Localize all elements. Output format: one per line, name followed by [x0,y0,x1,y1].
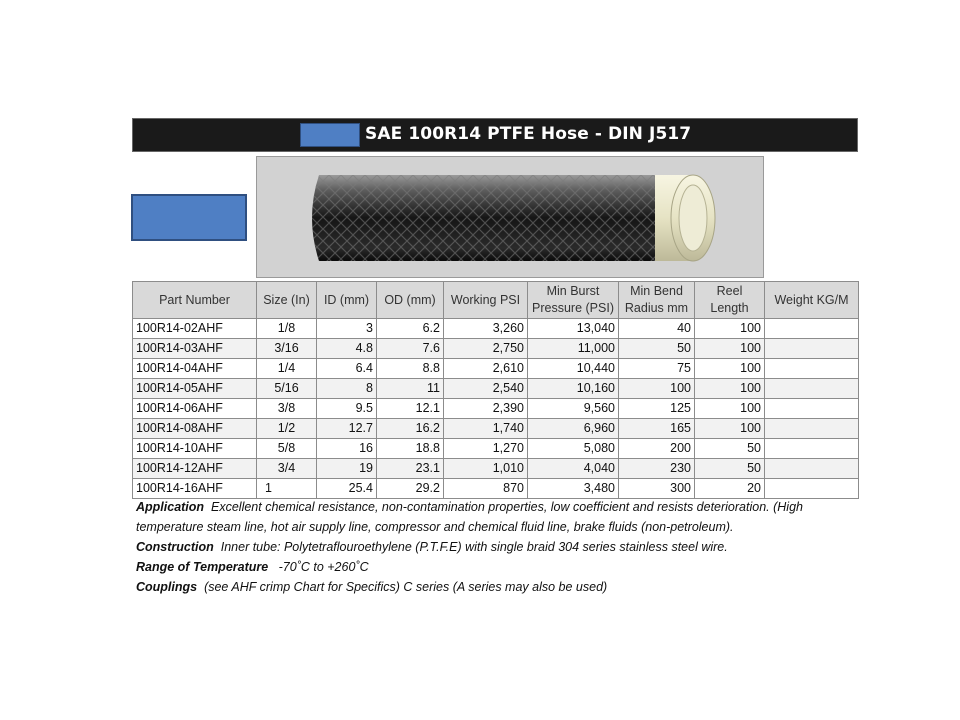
cell-working-psi: 2,540 [444,379,528,399]
cell-weight [765,399,859,419]
application-text: Excellent chemical resistance, non-contamination properties, low coefficient and resists deterioration. (High temperature steam line, hot air supply line, compressor and chemical fluid line, brake fluids (non-petroleum). [136,500,803,534]
temperature-label: Range of Temperature [136,560,269,574]
cell-min-burst: 6,960 [528,419,619,439]
cell-working-psi: 3,260 [444,319,528,339]
cell-id: 8 [317,379,377,399]
application-label: Application [136,500,205,514]
cell-weight [765,419,859,439]
table-row [133,359,859,379]
cell-od: 7.6 [377,339,444,359]
cell-min-bend: 40 [619,319,695,339]
cell-part-number: 100R14-12AHF [133,459,257,479]
cell-id: 4.8 [317,339,377,359]
cell-working-psi: 2,610 [444,359,528,379]
couplings-note [136,577,836,597]
cell-reel-length: 100 [695,339,765,359]
spec-table [132,281,859,499]
hose-image [257,157,763,277]
cell-min-bend: 125 [619,399,695,419]
cell-working-psi: 870 [444,479,528,499]
cell-size: 3/8 [257,399,317,419]
cell-id: 12.7 [317,419,377,439]
cell-part-number: 100R14-10AHF [133,439,257,459]
temperature-note [136,557,836,577]
cell-reel-length: 20 [695,479,765,499]
col-header-od: OD (mm) [377,282,444,319]
cell-min-burst: 3,480 [528,479,619,499]
cell-reel-length: 100 [695,359,765,379]
cell-od: 29.2 [377,479,444,499]
min-burst-line1: Min Burst [546,284,600,298]
cell-od: 18.8 [377,439,444,459]
cell-od: 12.1 [377,399,444,419]
cell-reel-length: 50 [695,439,765,459]
col-header-id: ID (mm) [317,282,377,319]
table-row [133,379,859,399]
cell-od: 11 [377,379,444,399]
cell-size: 5/8 [257,439,317,459]
cell-min-burst: 13,040 [528,319,619,339]
cell-id: 3 [317,319,377,339]
cell-weight [765,479,859,499]
construction-text: Inner tube: Polytetraflouroethylene (P.T.F.E) with single braid 304 series stainless steel wire. [220,540,728,554]
col-header-size: Size (In) [257,282,317,319]
cell-weight [765,359,859,379]
cell-part-number: 100R14-03AHF [133,339,257,359]
cell-min-burst: 5,080 [528,439,619,459]
cell-od: 16.2 [377,419,444,439]
reel-line1: Reel [716,284,743,298]
col-header-min-burst [528,282,619,319]
table-row [133,439,859,459]
reel-line2: Length [710,301,749,315]
cell-min-burst: 9,560 [528,399,619,419]
cell-min-bend: 75 [619,359,695,379]
cell-size: 1/4 [257,359,317,379]
page-title: SAE 100R14 PTFE Hose - DIN J517 [365,124,692,144]
cell-weight [765,459,859,479]
application-note [136,497,836,537]
cell-working-psi: 1,010 [444,459,528,479]
col-header-weight: Weight KG/M [765,282,859,319]
cell-reel-length: 100 [695,419,765,439]
cell-part-number: 100R14-06AHF [133,399,257,419]
cell-min-burst: 10,440 [528,359,619,379]
cell-od: 8.8 [377,359,444,379]
cell-part-number: 100R14-05AHF [133,379,257,399]
table-header-row [133,282,859,319]
cell-min-bend: 100 [619,379,695,399]
hose-photo [256,156,764,278]
construction-note [136,537,836,557]
min-bend-line2: Radius mm [624,301,689,315]
cell-part-number: 100R14-16AHF [133,479,257,499]
cell-working-psi: 1,740 [444,419,528,439]
table-row [133,339,859,359]
cell-weight [765,319,859,339]
cell-min-bend: 300 [619,479,695,499]
min-burst-line2: Pressure (PSI) [532,301,614,315]
blue-placeholder-box [131,194,247,241]
construction-label: Construction [136,540,214,554]
cell-min-burst: 4,040 [528,459,619,479]
cell-od: 6.2 [377,319,444,339]
cell-od: 23.1 [377,459,444,479]
cell-id: 16 [317,439,377,459]
cell-size: 1 [257,479,317,499]
cell-min-burst: 10,160 [528,379,619,399]
col-header-working-psi: Working PSI [444,282,528,319]
cell-weight [765,439,859,459]
cell-reel-length: 100 [695,399,765,419]
temperature-text: -70˚C to +260˚C [278,560,369,574]
cell-reel-length: 50 [695,459,765,479]
cell-min-bend: 230 [619,459,695,479]
cell-working-psi: 2,750 [444,339,528,359]
min-bend-line1: Min Bend [630,284,683,298]
hose-braid [312,175,657,261]
cell-working-psi: 1,270 [444,439,528,459]
table-row [133,419,859,439]
cell-reel-length: 100 [695,319,765,339]
cell-id: 19 [317,459,377,479]
table-row [133,399,859,419]
cell-reel-length: 100 [695,379,765,399]
couplings-text: (see AHF crimp Chart for Specifics) C series (A series may also be used) [204,580,608,594]
cell-size: 5/16 [257,379,317,399]
cell-min-bend: 50 [619,339,695,359]
cell-weight [765,379,859,399]
cell-size: 3/16 [257,339,317,359]
cell-size: 1/2 [257,419,317,439]
col-header-min-bend [619,282,695,319]
cell-size: 1/8 [257,319,317,339]
cell-part-number: 100R14-04AHF [133,359,257,379]
cell-min-bend: 200 [619,439,695,459]
cell-part-number: 100R14-08AHF [133,419,257,439]
hose-bore [679,185,707,251]
cell-id: 6.4 [317,359,377,379]
table-row [133,479,859,499]
title-color-swatch [300,123,360,147]
couplings-label: Couplings [136,580,198,594]
table-row [133,319,859,339]
cell-min-bend: 165 [619,419,695,439]
table-row [133,459,859,479]
cell-weight [765,339,859,359]
cell-min-burst: 11,000 [528,339,619,359]
col-header-reel-length [695,282,765,319]
cell-working-psi: 2,390 [444,399,528,419]
cell-size: 3/4 [257,459,317,479]
title-bar [132,118,858,152]
cell-id: 25.4 [317,479,377,499]
col-header-part-number: Part Number [133,282,257,319]
spec-notes [136,497,836,597]
cell-id: 9.5 [317,399,377,419]
cell-part-number: 100R14-02AHF [133,319,257,339]
